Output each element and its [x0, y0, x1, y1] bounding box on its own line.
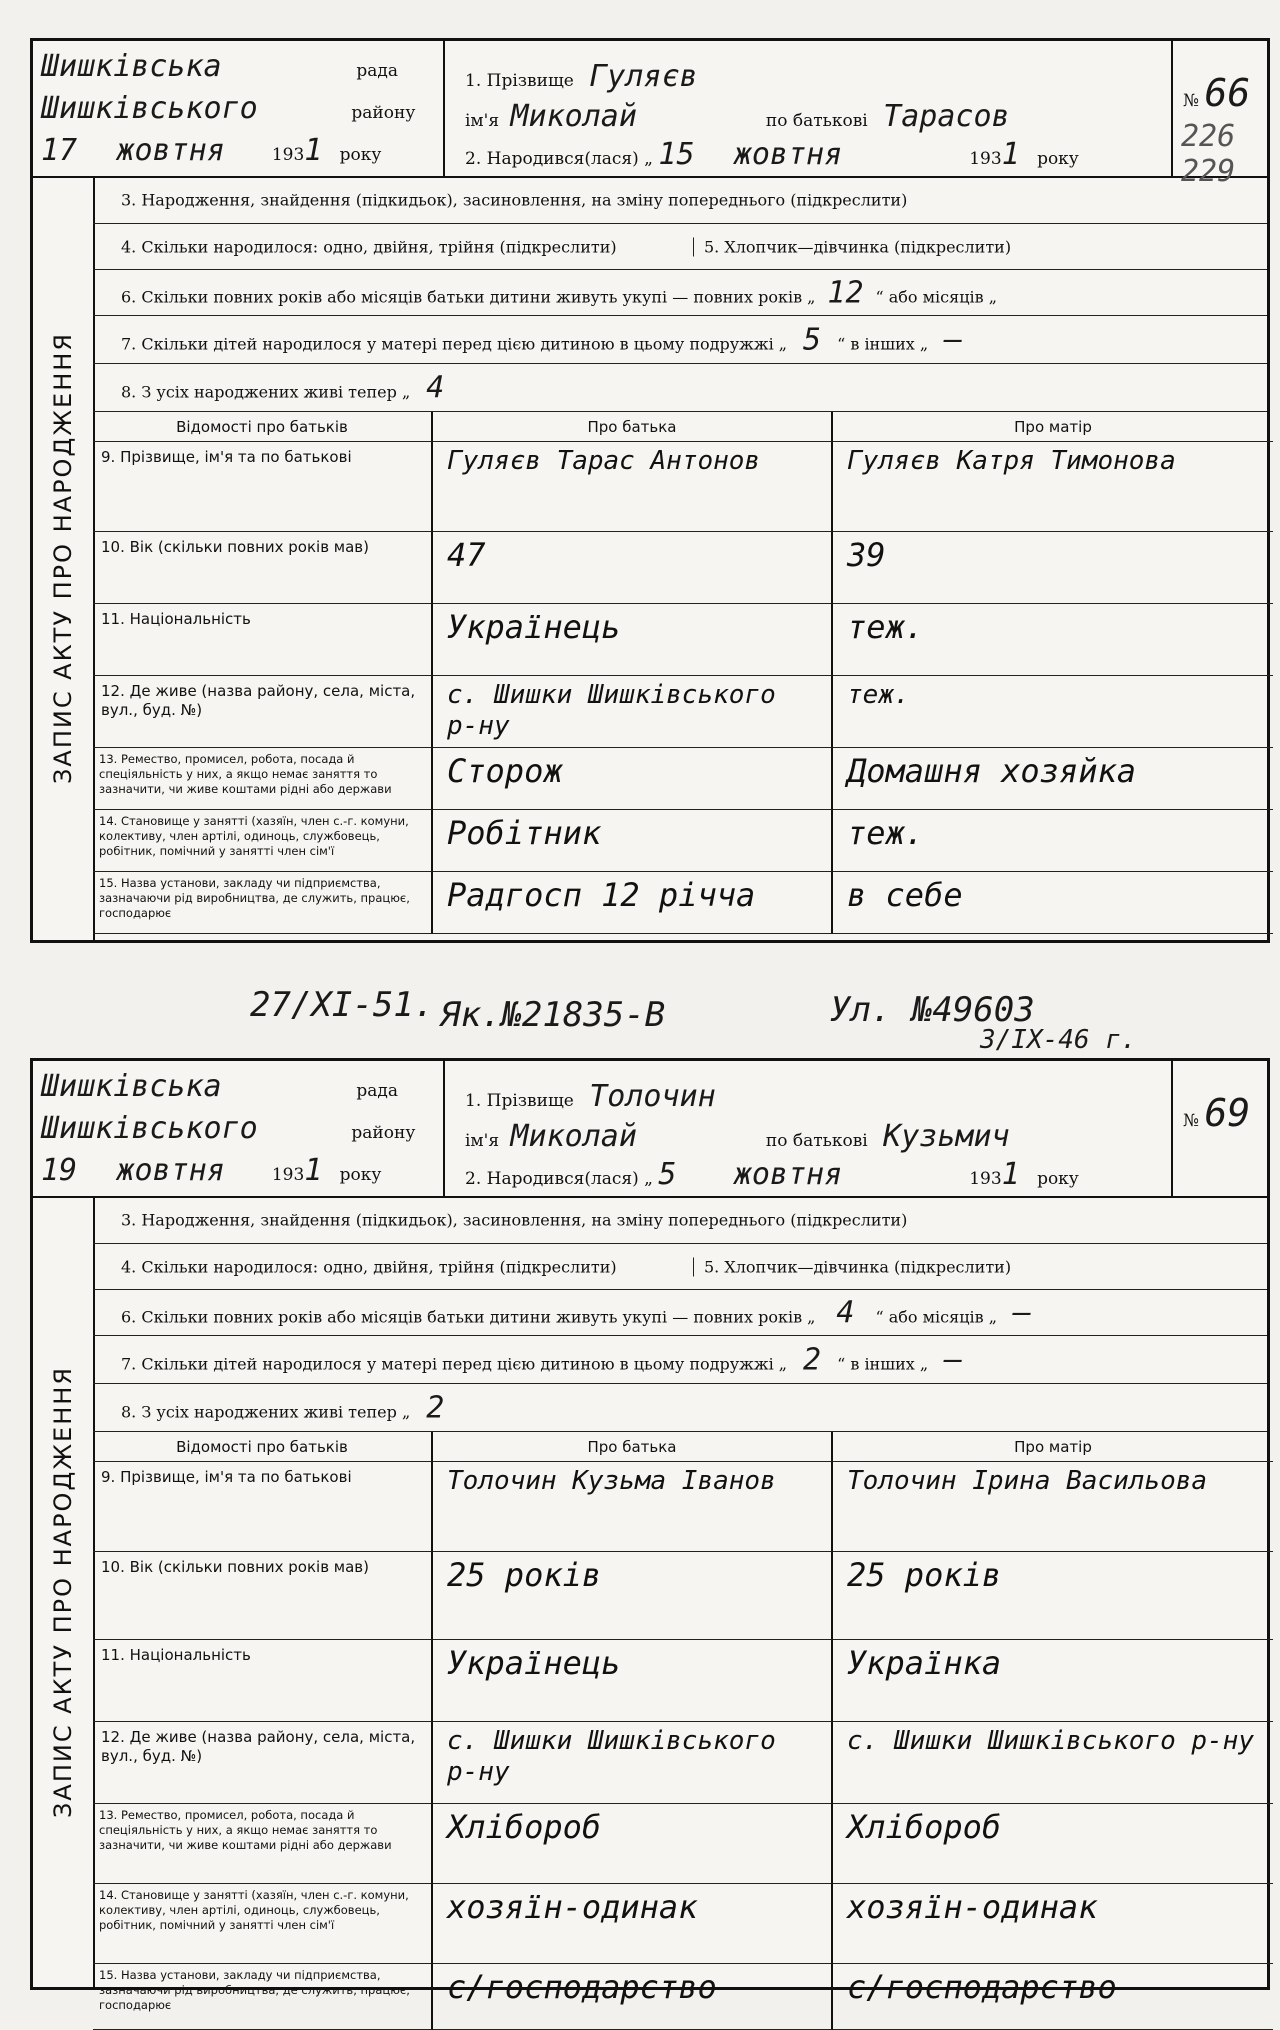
born-month: жовтня [733, 137, 843, 172]
birth-record [30, 1058, 1270, 2012]
name-value: Миколай [510, 99, 637, 134]
born-year-suffix: 1 [1001, 1157, 1020, 1192]
q3-row [93, 1196, 1267, 1244]
q7-text [121, 322, 978, 357]
q7-other: — [944, 322, 963, 357]
row-label-nat: 11. Національність [93, 604, 433, 676]
archive-note-ref3: 3/IX-46 г. [980, 1025, 1137, 1055]
record-header [33, 41, 1267, 189]
q6-months-label: “ або місяців „ [875, 287, 998, 306]
q4-label: 4. Скільки народилося: одно, двійня, трійня (підкреслити) [121, 237, 617, 256]
record-number: 69 [1204, 1091, 1251, 1135]
father-live: с. Шишки Шишківського р-ну [433, 1722, 833, 1804]
q6-text [121, 1295, 1047, 1330]
row-label-age: 10. Вік (скільки повних років мав) [93, 1552, 433, 1640]
reg-year-label: року [339, 1165, 382, 1185]
q7-row [93, 1336, 1267, 1384]
mother-live: теж. [833, 676, 1273, 748]
patronymic-value: Кузьмич [883, 1119, 1010, 1154]
mother-name: Гуляєв Катря Тимонова [833, 442, 1273, 532]
rada-label: рада [356, 61, 399, 81]
col-mother-header: Про матір [833, 1432, 1273, 1462]
father-nat: Українець [433, 1640, 833, 1722]
father-job: Сторож [433, 748, 833, 810]
row-label-age: 10. Вік (скільки повних років мав) [93, 532, 433, 604]
q6-years: 12 [827, 275, 864, 310]
name-value: Миколай [510, 1119, 637, 1154]
name-label: ім'я [465, 111, 500, 131]
child-block [443, 1061, 1173, 1196]
number-label: № [1183, 1111, 1200, 1131]
reg-year-prefix: 193 [271, 145, 305, 165]
q8-alive: 4 [426, 370, 445, 405]
reg-month: жовтня [116, 133, 225, 168]
rayon-value: Шишківського [41, 1111, 258, 1146]
q6-row [93, 1290, 1267, 1336]
rayon-value: Шишківського [41, 91, 258, 126]
record-number-block [1171, 1061, 1267, 1196]
birth-record [30, 38, 1270, 943]
q6-years: 4 [836, 1295, 855, 1330]
q8-row [93, 364, 1267, 412]
q3-label: 3. Народження, знайдення (підкидьок), засиновлення, на зміну попереднього (підкреслити) [121, 190, 908, 209]
mother-live: с. Шишки Шишківського р-ну [833, 1722, 1273, 1804]
col-father-header: Про батька [433, 1432, 833, 1462]
father-name: Гуляєв Тарас Антонов [433, 442, 833, 532]
row-label-live: 12. Де живе (назва району, села, міста, вул., буд. №) [93, 1722, 433, 1804]
mother-job: Хлібороб [833, 1804, 1273, 1884]
q4-label: 4. Скільки народилося: одно, двійня, трійня (підкреслити) [121, 1257, 617, 1276]
patronymic-label: по батькові [765, 1131, 868, 1151]
q8-text [121, 1390, 460, 1425]
row-label-name: 9. Прізвище, ім'я та по батькові [93, 1462, 433, 1552]
father-age: 47 [433, 532, 833, 604]
q6-row [93, 270, 1267, 316]
q7-text [121, 1342, 978, 1377]
q8-text [121, 370, 460, 405]
mother-nat: Українка [833, 1640, 1273, 1722]
father-live: с. Шишки Шишківського р-ну [433, 676, 833, 748]
child-block [443, 41, 1173, 176]
side-title-text: ЗАПИС АКТУ ПРО НАРОДЖЕННЯ [49, 1365, 77, 1818]
council-block [33, 41, 445, 176]
q8-label: 8. З усіх народжених живі тепер „ [121, 382, 411, 401]
born-year-label: року [1037, 149, 1079, 169]
rada-label: рада [356, 1081, 399, 1101]
patronymic-value: Тарасов [883, 99, 1010, 134]
born-label: 2. Народився(лася) „ [465, 149, 653, 169]
col-mother-header: Про матір [833, 412, 1273, 442]
q6-label: 6. Скільки повних років або місяців батьки дитини живуть укупі — повних років „ [121, 1307, 816, 1326]
reg-year-suffix: 1 [304, 1153, 323, 1188]
mother-age: 25 років [833, 1552, 1273, 1640]
row-label-pos: 14. Становище у занятті (хазяїн, член с.-г. комуни, колективу, член артілі, одиноць, службовець, робітник, помічний у занятті член сім'ї [93, 810, 433, 872]
record-number-block [1171, 41, 1267, 189]
reg-day: 17 [41, 133, 78, 168]
col-info-header: Відомості про батьків [93, 1432, 433, 1462]
rada-value: Шишківська [41, 1069, 222, 1104]
reg-month: жовтня [116, 1153, 225, 1188]
mother-name: Толочин Ірина Васильова [833, 1462, 1273, 1552]
row-label-nat: 11. Національність [93, 1640, 433, 1722]
q7-other-label: “ в інших „ [837, 1354, 929, 1373]
born-year-suffix: 1 [1001, 137, 1020, 172]
mother-job: Домашня хозяйка [833, 748, 1273, 810]
row-label-live: 12. Де живе (назва району, села, міста, вул., буд. №) [93, 676, 433, 748]
q5-label: 5. Хлопчик—дівчинка (підкреслити) [693, 237, 1011, 256]
reg-year-suffix: 1 [304, 133, 323, 168]
col-father-header: Про батька [433, 412, 833, 442]
q8-alive: 2 [426, 1390, 445, 1425]
side-title-text: ЗАПИС АКТУ ПРО НАРОДЖЕННЯ [49, 332, 77, 784]
mother-place: с/господарство [833, 1964, 1273, 2030]
rada-value: Шишківська [41, 49, 222, 84]
father-place: с/господарство [433, 1964, 833, 2030]
row-label-job: 13. Ремество, промисел, робота, посада й спеціяльність у них, а якщо немає заняття то зазначити, чи живе коштами рідні або держави [93, 748, 433, 810]
record-number: 66 [1204, 71, 1251, 115]
born-month: жовтня [733, 1157, 843, 1192]
patronymic-label: по батькові [765, 111, 868, 131]
rayon-label: району [351, 103, 416, 123]
q6-label: 6. Скільки повних років або місяців батьки дитини живуть укупі — повних років „ [121, 287, 816, 306]
q6-months: — [1012, 1295, 1032, 1330]
name-label: ім'я [465, 1131, 500, 1151]
father-nat: Українець [433, 604, 833, 676]
mother-pos: хозяїн-одинак [833, 1884, 1273, 1964]
surname-value: Гуляєв [589, 59, 698, 94]
surname-value: Толочин [589, 1079, 716, 1114]
surname-label: 1. Прізвище [465, 71, 574, 91]
q3-label: 3. Народження, знайдення (підкидьок), засиновлення, на зміну попереднього (підкреслити) [121, 1210, 908, 1229]
record-body [93, 1196, 1267, 2012]
father-name: Толочин Кузьма Іванов [433, 1462, 833, 1552]
q8-label: 8. З усіх народжених живі тепер „ [121, 1402, 411, 1421]
row-label-place: 15. Назва установи, закладу чи підприємства, зазначаючи рід виробництва, де служить, працює, господарює [93, 872, 433, 934]
born-year-prefix: 193 [969, 149, 1002, 169]
father-pos: хозяїн-одинак [433, 1884, 833, 1964]
q7-before: 5 [803, 322, 822, 357]
surname-label: 1. Прізвище [465, 1091, 574, 1111]
q6-text [121, 275, 1047, 310]
reg-year-prefix: 193 [271, 1165, 305, 1185]
reg-day: 19 [41, 1153, 78, 1188]
q4-row [93, 224, 1267, 270]
born-label: 2. Народився(лася) „ [465, 1169, 653, 1189]
q5-label: 5. Хлопчик—дівчинка (підкреслити) [693, 1257, 1011, 1276]
q4-row [93, 1244, 1267, 1290]
reg-year-label: року [339, 145, 382, 165]
mother-place: в себе [833, 872, 1273, 934]
side-title [33, 176, 95, 940]
mother-age: 39 [833, 532, 1273, 604]
number-label: № [1183, 91, 1200, 111]
archive-note-date: 27/XI-51. [250, 985, 435, 1025]
q7-label: 7. Скільки дітей народилося у матері перед цією дитиною в цьому подружжі „ [121, 1354, 788, 1373]
q6-months-label: “ або місяців „ [875, 1307, 998, 1326]
record-number-extra: 226 229 [1181, 119, 1236, 189]
archive-note-ref2: Ул. №49603 [830, 990, 1035, 1030]
row-label-pos: 14. Становище у занятті (хазяїн, член с.-г. комуни, колективу, член артілі, одиноць, службовець, робітник, помічний у занятті член сім'ї [93, 1884, 433, 1964]
council-block [33, 1061, 445, 1196]
born-year-label: року [1037, 1169, 1079, 1189]
row-label-place: 15. Назва установи, закладу чи підприємства, зазначаючи рід виробництва, де служить, працює, господарює [93, 1964, 433, 2030]
q7-row [93, 316, 1267, 364]
born-year-prefix: 193 [969, 1169, 1002, 1189]
born-day: 5 [658, 1157, 677, 1192]
mother-nat: теж. [833, 604, 1273, 676]
q7-label: 7. Скільки дітей народилося у матері перед цією дитиною в цьому подружжі „ [121, 334, 788, 353]
mother-pos: теж. [833, 810, 1273, 872]
father-job: Хлібороб [433, 1804, 833, 1884]
q8-row [93, 1384, 1267, 1432]
col-info-header: Відомості про батьків [93, 412, 433, 442]
record-header [33, 1061, 1267, 1198]
born-day: 15 [658, 137, 695, 172]
side-title [33, 1196, 95, 1987]
father-pos: Робітник [433, 810, 833, 872]
q7-other-label: “ в інших „ [837, 334, 929, 353]
q7-other: — [944, 1342, 963, 1377]
q7-before: 2 [803, 1342, 822, 1377]
archive-note-ref: Як.№21835-В [440, 995, 666, 1035]
father-place: Радгосп 12 річча [433, 872, 833, 934]
rayon-label: району [351, 1123, 416, 1143]
row-label-name: 9. Прізвище, ім'я та по батькові [93, 442, 433, 532]
father-age: 25 років [433, 1552, 833, 1640]
q3-row [93, 176, 1267, 224]
row-label-job: 13. Ремество, промисел, робота, посада й спеціяльність у них, а якщо немає заняття то зазначити, чи живе коштами рідні або держави [93, 1804, 433, 1884]
record-body [93, 176, 1267, 940]
